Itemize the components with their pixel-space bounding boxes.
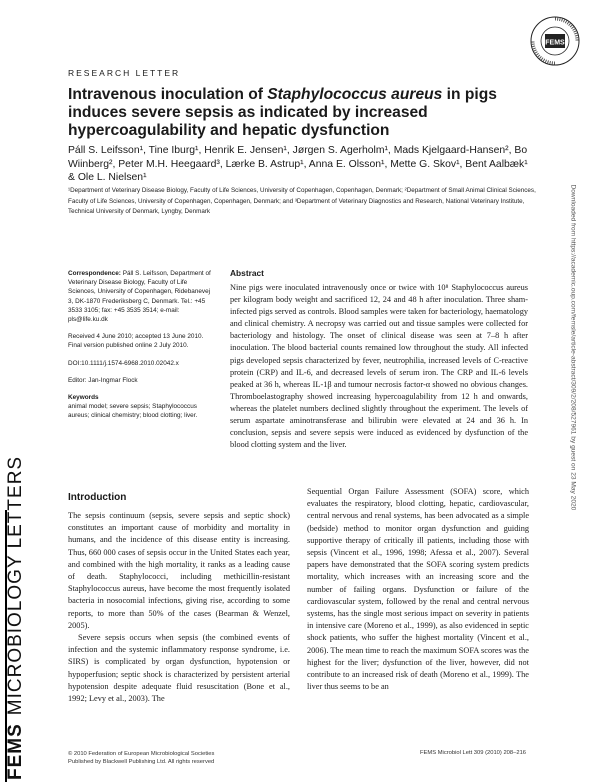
abstract-text: Nine pigs were inoculated intravenously once or twice with 10⁸ Staphylococcus aureus per kilogram body weight and sacrificed 12, 24 and 48 h after inoculation. Three sham-infected pigs served as controls. Blood samples were taken for bacteriology, haematology and clinical chemistry. A necropsy was carried out and tissue samples were collected for bacteriology and histology. The onset of clinical disease was seen at 7–8 h after inoculation. The blood bacterial counts remained low throughout the study. All infected pigs developed sepsis characterized by fever, neutrophilia, increased levels of C-reactive protein (CRP) and IL-6, and decreased levels of serum iron. The CRP and IL-6 levels peaked at 36 h, whereas IL-1β and tumour necrosis factor-α showed no obvious changes. Thromboelastography showed increasing hypercoagulability from 12 h and onwards, whereas the platelet numbers declined slightly throughout the experiment. The levels of serum aspartate aminotransferase and bilirubin were elevated at 24 and 36 h. In conclusion, sepsis and severe sepsis were induced as evidenced by dysfunction of the blood clotting system and the liver. [230,283,528,450]
doi[interactable]: DOI:10.1111/j.1574-6968.2010.02042.x [68,359,179,367]
correspondence-label: Correspondence: [68,270,121,277]
fems-logo-icon [528,14,582,68]
footer-copyright [68,750,214,766]
paragraph: The sepsis continuum (sepsis, severe sepsis and septic shock) constitutes an important cause of morbidity and mortality in humans, and the incidence of this disease entity is increasing. Thus, 660 000 cases of sepsis occur in the United States each year, and combined with the high mortality, it ranks as a leading cause of death. Staphylococci, including methicillin-resistant Staphylococcus aureus, have become the most frequently isolated bacteria in nosocomial infections, giving rise, according to some reports, to more than 50% of the cases (Bearman & Wenzel, 2005). [68,511,290,630]
journal-band [1,455,31,780]
paragraph: Severe sepsis occurs when sepsis (the combined events of infection and the systemic inflammatory response syndrome, i.e. SIRS) is complicated by organ dysfunction, hypotension or hypoperfusion; septic shock is characterized by persistent arterial hypotension despite adequate fluid resuscitation (Bone et al., 1992; Levy et al., 2003). The [68,633,290,704]
received-dates: Received 4 June 2010; accepted 13 June 2010. Final version published online 2 July 2010. [68,333,204,350]
keywords-heading: Keywords [68,394,99,402]
editor: Editor: Jan-Ingmar Flock [68,376,138,384]
abstract-heading: Abstract [230,268,264,278]
title-part-3: in pigs induces severe sepsis as indicated by increased hypercoagulability and hepatic dysfunction [68,86,497,139]
copyright-line-2: Published by Blackwell Publishing Ltd. All rights reserved [68,759,215,765]
download-note: Downloaded from https://academic.oup.com/femsle/article-abstract/309/2/208/527961 by guest on 23 May 2020 [569,184,577,511]
footer-citation: FEMS Microbiol Lett 309 (2010) 208–216 [420,750,527,756]
journal-band-name: MICROBIOLOGY LETTERS [5,455,26,716]
body-column-right [307,486,529,693]
article-type: RESEARCH LETTER [68,68,181,78]
correspondence [68,269,213,324]
title-part-1: Intravenous inoculation of [68,86,268,103]
copyright-line-1: © 2010 Federation of European Microbiological Societies [68,751,215,757]
article-meta [68,269,213,429]
body-column-left [68,510,290,705]
paragraph: Sequential Organ Failure Assessment (SOFA) score, which evaluates the respiratory, blood clotting, hepatic, cardiovascular, central nervous and renal systems, has been advocated as a simple (bedside) method to monitor organ dysfunction and guiding supportive therapy of critically ill patients, including those with sepsis (Vincent et al., 1996, 1998; Afessa et al., 2007). Several papers have demonstrated that the SOFA scoring system predicts mortality, which increases with an increasing score and the number of failing organs. Dysfunction or failure of the cardiovascular system, followed by the renal and central nervous systems, has the single most serious impact on severity in patients in intensive care (Moreno et al., 1999), as also evidenced in septic shock patients, who suffer the highest mortality (Vincent et al., 2006). The mean time to reach the maximum SOFA scores was the highest for the liver; dysfunction of the liver, however, did not contribute to an increased risk of death (Moreno et al., 1999). The liver thus seems to be an [307,487,529,692]
journal-band-fems: FEMS [5,723,26,780]
affiliations: ¹Department of Veterinary Disease Biology, Faculty of Life Sciences, University of Copenhagen, Copenhagen, Denmark; ²Department of Small Animal Clinical Sciences, Faculty of Life Sciences, University of Copenhagen, Copenhagen, Denmark; and ³Department of Veterinary Diagnostics and Research, National Veterinary Institute, Technical University of Denmark, Lyngby, Denmark [68,187,536,215]
correspondence-text: Páll S. Leifsson, Department of Veterinary Disease Biology, Faculty of Life Sciences, University of Copenhagen, Ridebanevej 3, DK-1870 Frederiksberg C, Denmark. Tel.: +45 3533 3105; fax: +45 3535 3514; e-mail: pls@life.ku.dk [68,270,211,324]
keywords: animal model; severe sepsis; Staphylococcus aureus; clinical chemistry; blood clotting; liver. [68,403,198,420]
author-list: Páll S. Leifsson¹, Tine Iburg¹, Henrik E. Jensen¹, Jørgen S. Agerholm¹, Mads Kjelgaard-Hansen², Bo Wiinberg², Peter M.H. Heegaard³, Lærke B. Astrup¹, Anna E. Olsson¹, Mette G. Skov¹, Bent Aalbæk¹ & Ole L. Nielsen¹ [68,145,528,183]
introduction-heading: Introduction [68,492,127,503]
title-part-2: Staphylococcus aureus [267,86,443,103]
keywords-label [68,393,213,402]
svg-text:FEMS: FEMS [545,39,565,47]
article-title [68,86,528,140]
